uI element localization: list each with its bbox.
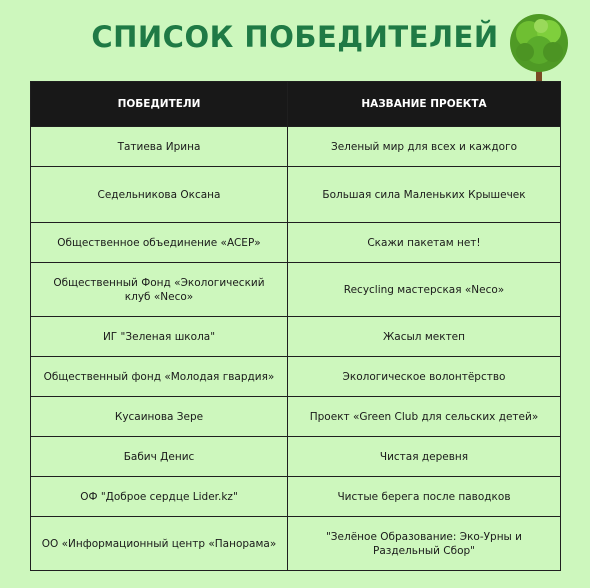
table-row (31, 317, 561, 357)
page-title: СПИСОК ПОБЕДИТЕЛЕЙ (91, 20, 499, 54)
winner-cell: Общественное объединение «ACEP» (31, 223, 288, 263)
table-row (31, 263, 561, 317)
winner-cell: ИГ "Зеленая школа" (31, 317, 288, 357)
winner-cell: Седельникова Оксана (31, 167, 288, 223)
project-cell: Жасыл мектеп (288, 317, 561, 357)
project-cell: Чистые берега после паводков (288, 477, 561, 517)
tree-icon (505, 12, 573, 84)
winner-cell: ОФ "Доброе сердце Lider.kz" (31, 477, 288, 517)
winner-cell: Общественный Фонд «Экологический клуб «Neco» (31, 263, 288, 317)
project-cell: Чистая деревня (288, 437, 561, 477)
table-row (31, 127, 561, 167)
project-cell: Экологическое волонтёрство (288, 357, 561, 397)
project-cell: Большая сила Маленьких Крышечек (288, 167, 561, 223)
table-row (31, 437, 561, 477)
winner-cell: Татиева Ирина (31, 127, 288, 167)
table-row (31, 167, 561, 223)
table-row (31, 517, 561, 571)
winner-cell: Кусаинова Зере (31, 397, 288, 437)
winner-cell: ОО «Информационный центр «Панорама» (31, 517, 288, 571)
winner-cell: Общественный фонд «Молодая гвардия» (31, 357, 288, 397)
project-cell: Recycling мастерская «Neco» (288, 263, 561, 317)
winner-cell: Бабич Денис (31, 437, 288, 477)
project-cell: Зеленый мир для всех и каждого (288, 127, 561, 167)
table-row (31, 477, 561, 517)
project-cell: "Зелёное Образование: Эко-Урны и Раздельный Сбор" (288, 517, 561, 571)
table-row (31, 397, 561, 437)
table-row (31, 223, 561, 263)
table-header-row (31, 82, 561, 127)
column-header-project: НАЗВАНИЕ ПРОЕКТА (288, 82, 561, 127)
column-header-winners: ПОБЕДИТЕЛИ (31, 82, 288, 127)
project-cell: Скажи пакетам нет! (288, 223, 561, 263)
winners-table (30, 81, 561, 571)
table-row (31, 357, 561, 397)
project-cell: Проект «Green Club для сельских детей» (288, 397, 561, 437)
